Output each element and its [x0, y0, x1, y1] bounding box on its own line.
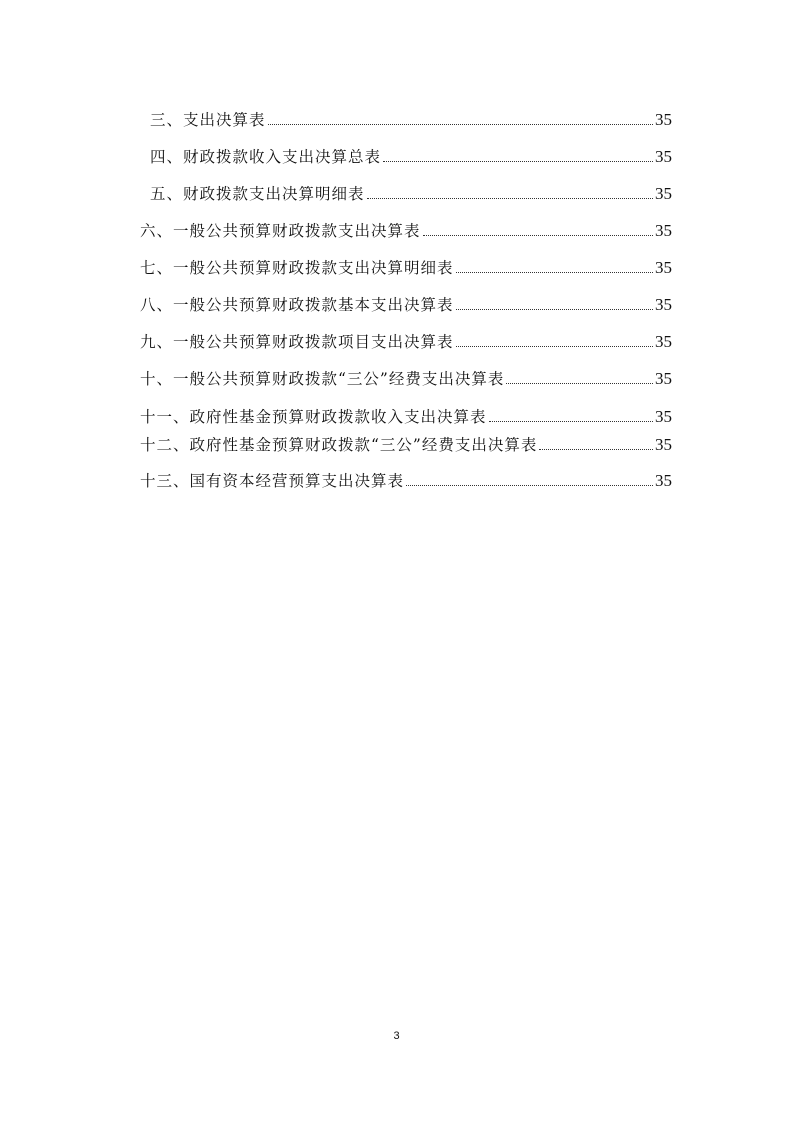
toc-entry-12[interactable]: [140, 431, 672, 455]
toc-dot-leader: [268, 124, 653, 125]
toc-entry-page: 35: [655, 184, 672, 203]
toc-entry-page: 35: [655, 471, 672, 490]
toc-entry-title: 九、一般公共预算财政拨款项目支出决算表: [140, 333, 454, 351]
toc-entry-4[interactable]: [150, 143, 672, 167]
toc-entry-5[interactable]: [150, 180, 672, 204]
toc-entry-page: 35: [655, 332, 672, 351]
toc-dot-leader: [456, 272, 653, 273]
toc-entry-13[interactable]: [140, 467, 672, 491]
toc-entry-7[interactable]: [140, 254, 672, 278]
page-number: 3: [393, 1030, 400, 1042]
toc-dot-leader: [406, 485, 653, 486]
toc-dot-leader: [489, 421, 653, 422]
toc-dot-leader: [383, 161, 653, 162]
toc-entry-title: 七、一般公共预算财政拨款支出决算明细表: [140, 259, 454, 277]
toc-entry-title: 八、一般公共预算财政拨款基本支出决算表: [140, 296, 454, 314]
toc-entry-title: 五、财政拨款支出决算明细表: [150, 185, 365, 203]
toc-dot-leader: [423, 235, 653, 236]
toc-entry-11[interactable]: [140, 403, 672, 427]
toc-entry-8[interactable]: [140, 291, 672, 315]
toc-entry-page: 35: [655, 407, 672, 426]
toc-entry-title: 十二、政府性基金预算财政拨款“三公”经费支出决算表: [140, 436, 538, 454]
toc-entry-6[interactable]: [140, 217, 672, 241]
toc-entry-page: 35: [655, 369, 672, 388]
toc-entry-10[interactable]: [140, 365, 672, 389]
toc-entry-page: 35: [655, 258, 672, 277]
toc-dot-leader: [539, 449, 653, 450]
toc-entry-title: 十一、政府性基金预算财政拨款收入支出决算表: [140, 408, 487, 426]
toc-entry-page: 35: [655, 295, 672, 314]
toc-entry-title: 六、一般公共预算财政拨款支出决算表: [140, 222, 421, 240]
toc-entry-3[interactable]: [150, 106, 672, 130]
toc-entry-title: 十三、国有资本经营预算支出决算表: [140, 472, 405, 490]
toc-dot-leader: [456, 309, 653, 310]
toc-entry-title: 四、财政拨款收入支出决算总表: [150, 148, 382, 166]
toc-entry-page: 35: [655, 221, 672, 240]
toc-dot-leader: [367, 198, 653, 199]
toc-entry-page: 35: [655, 110, 672, 129]
toc-entry-page: 35: [655, 147, 672, 166]
table-of-contents: [0, 0, 793, 520]
toc-entry-title: 十、一般公共预算财政拨款“三公”经费支出决算表: [140, 370, 505, 388]
toc-entry-title: 三、支出决算表: [150, 111, 266, 129]
toc-entry-page: 35: [655, 435, 672, 454]
toc-dot-leader: [506, 383, 653, 384]
toc-dot-leader: [456, 346, 653, 347]
toc-entry-9[interactable]: [140, 328, 672, 352]
